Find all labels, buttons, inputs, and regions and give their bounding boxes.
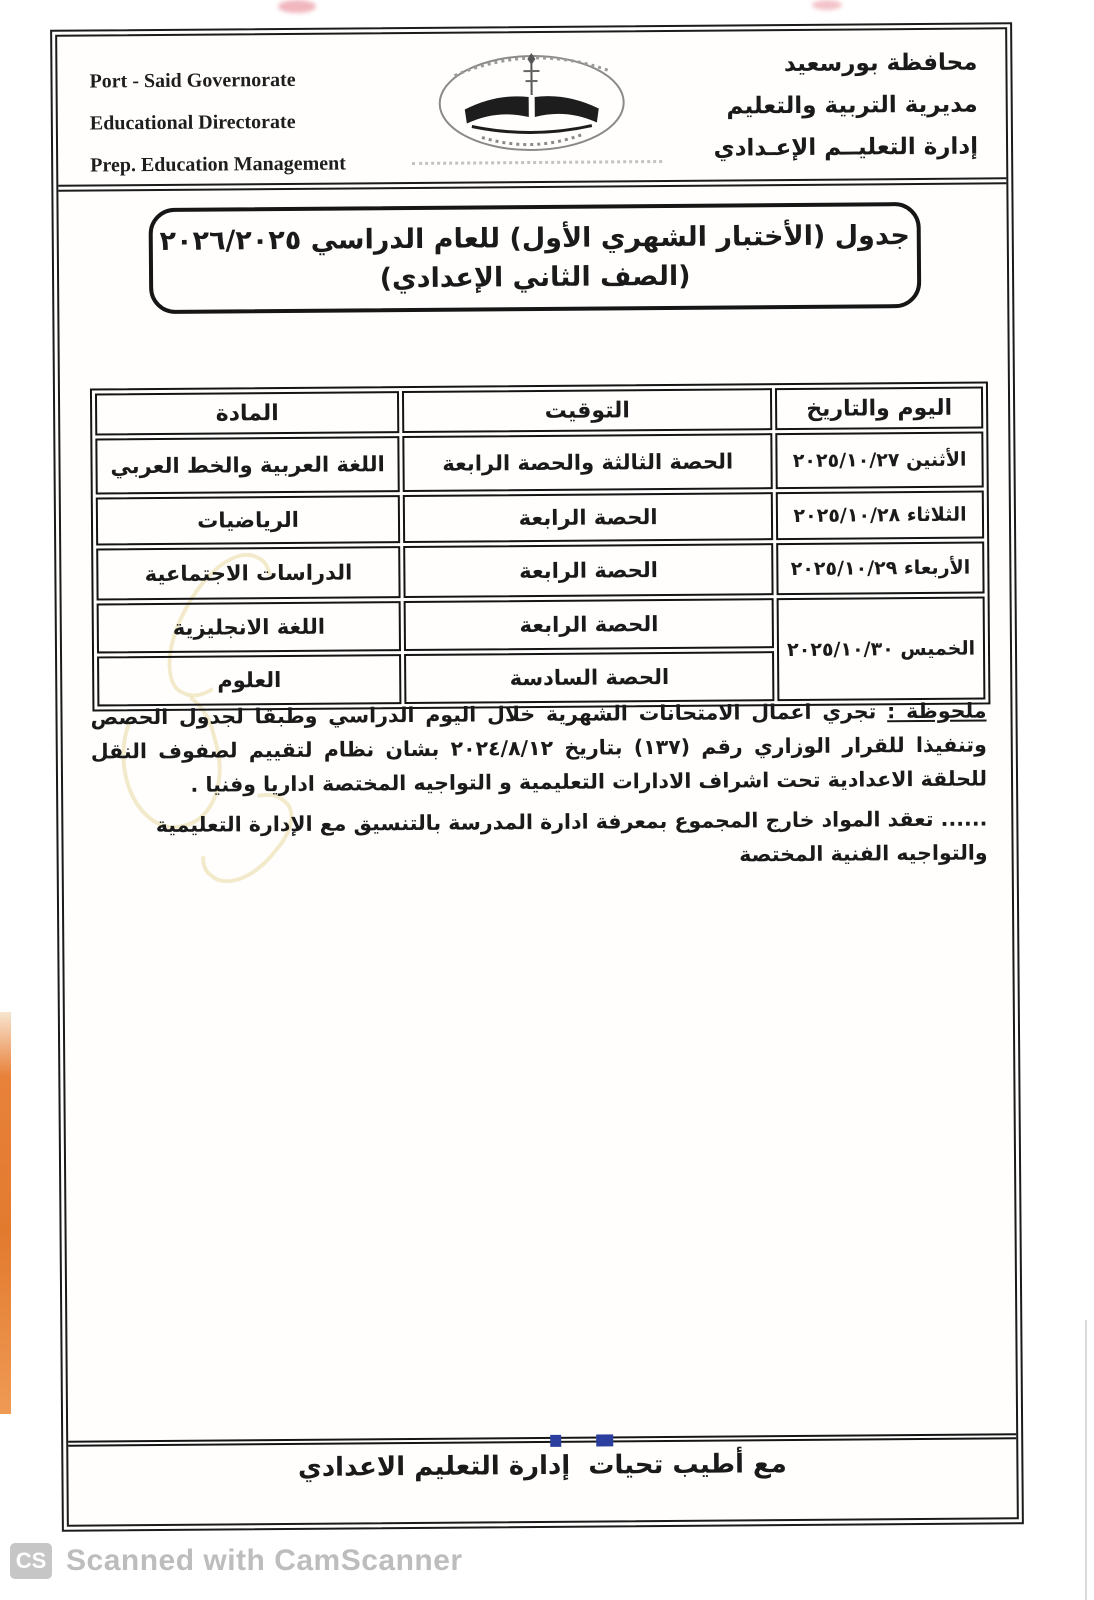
cell-subject: العلوم — [97, 654, 402, 706]
table-row — [95, 431, 983, 494]
cell-subject: اللغة العربية والخط العربي — [95, 436, 400, 494]
header-arabic-line: مديرية التربية والتعليم — [726, 91, 978, 120]
cell-timing: الحصة الرابعة — [403, 543, 773, 598]
column-header-day-date: اليوم والتاريخ — [775, 386, 983, 430]
scan-artifact-orange-strip — [0, 1012, 11, 1414]
cell-day: الخميس ٢٠٢٥/١٠/٣٠ — [777, 596, 986, 701]
note-paragraph — [90, 693, 987, 802]
header-english-line: Port - Said Governorate — [89, 68, 296, 93]
cell-day: الأثنين ٢٠٢٥/١٠/٢٧ — [775, 431, 983, 489]
camscanner-icon: CS — [10, 1543, 52, 1579]
footer-divider — [68, 1433, 1016, 1446]
header-english-line: Prep. Education Management — [90, 152, 346, 177]
header-english — [89, 58, 346, 186]
exam-schedule-table — [90, 381, 991, 711]
document-title — [149, 202, 922, 314]
document-header — [57, 29, 1006, 191]
table-row — [97, 596, 985, 653]
table-row — [96, 490, 984, 545]
header-english-line: Educational Directorate — [89, 110, 296, 135]
scan-artifact-photo-edge — [1085, 1320, 1087, 1600]
note-label: ملحوظة : — [886, 698, 987, 724]
header-arabic — [713, 42, 978, 170]
footer-signature: مع أطيب تحيات إدارة التعليم الاعدادي — [297, 1449, 787, 1483]
table-header-row — [95, 386, 983, 435]
scan-artifact-blue-mark — [550, 1435, 561, 1447]
cell-timing: الحصة السادسة — [404, 651, 774, 704]
camscanner-bar — [10, 1543, 463, 1579]
title-line-2: (الصف الثاني الإعدادي) — [379, 260, 691, 295]
cell-subject: اللغة الانجليزية — [97, 601, 402, 653]
scan-artifact-smudge — [812, 0, 842, 10]
cell-subject: الدراسات الاجتماعية — [96, 546, 401, 600]
cell-timing: الحصة الرابعة — [404, 598, 774, 651]
camscanner-text: Scanned with CamScanner — [66, 1544, 463, 1577]
title-line-1: جدول (الأختبار الشهري الأول) للعام الدراسي ٢٠٢٦/٢٠٢٥ — [159, 220, 911, 257]
header-arabic-line: محافظة بورسعيد — [783, 49, 978, 78]
cell-timing: الحصة الرابعة — [403, 492, 773, 543]
note-paragraph: ...... تعقد المواد خارج المجموع بمعرفة ادارة المدرسة بالتنسيق مع الإدارة التعليمية والتواجيه الفنية المختصة — [155, 806, 988, 867]
notes-section — [90, 693, 987, 876]
scan-artifact-smudge — [278, 0, 316, 13]
scan-artifact-blue-mark — [596, 1434, 613, 1446]
cell-day: الثلاثاء ٢٠٢٥/١٠/٢٨ — [776, 490, 984, 540]
document-page — [50, 22, 1024, 1532]
column-header-timing: التوقيت — [402, 388, 772, 433]
column-header-subject: المادة — [95, 391, 399, 435]
directorate-emblem-icon — [426, 38, 637, 166]
header-arabic-line: إدارة التعليــم الإعـدادي — [713, 133, 979, 162]
cell-timing: الحصة الثالثة والحصة الرابعة — [402, 433, 772, 492]
cell-day: الأربعاء ٢٠٢٥/١٠/٢٩ — [776, 541, 984, 595]
table-row — [96, 541, 984, 600]
cell-subject: الرياضيات — [96, 495, 401, 545]
note-body: تجري اعمال الامتحانات الشهرية خلال اليوم الدراسي وطبقا لجدول الحصص وتنفيذا للقرار الوزاري رقم (١٣٧) بتاريخ ٢٠٢٤/٨/١٢ بشان نظام لتقييم لصفوف النقل للحلقة الاعدادية تحت اشراف الادارات التعليمية و التواجيه المختصة اداريا وفنيا . — [90, 699, 988, 797]
